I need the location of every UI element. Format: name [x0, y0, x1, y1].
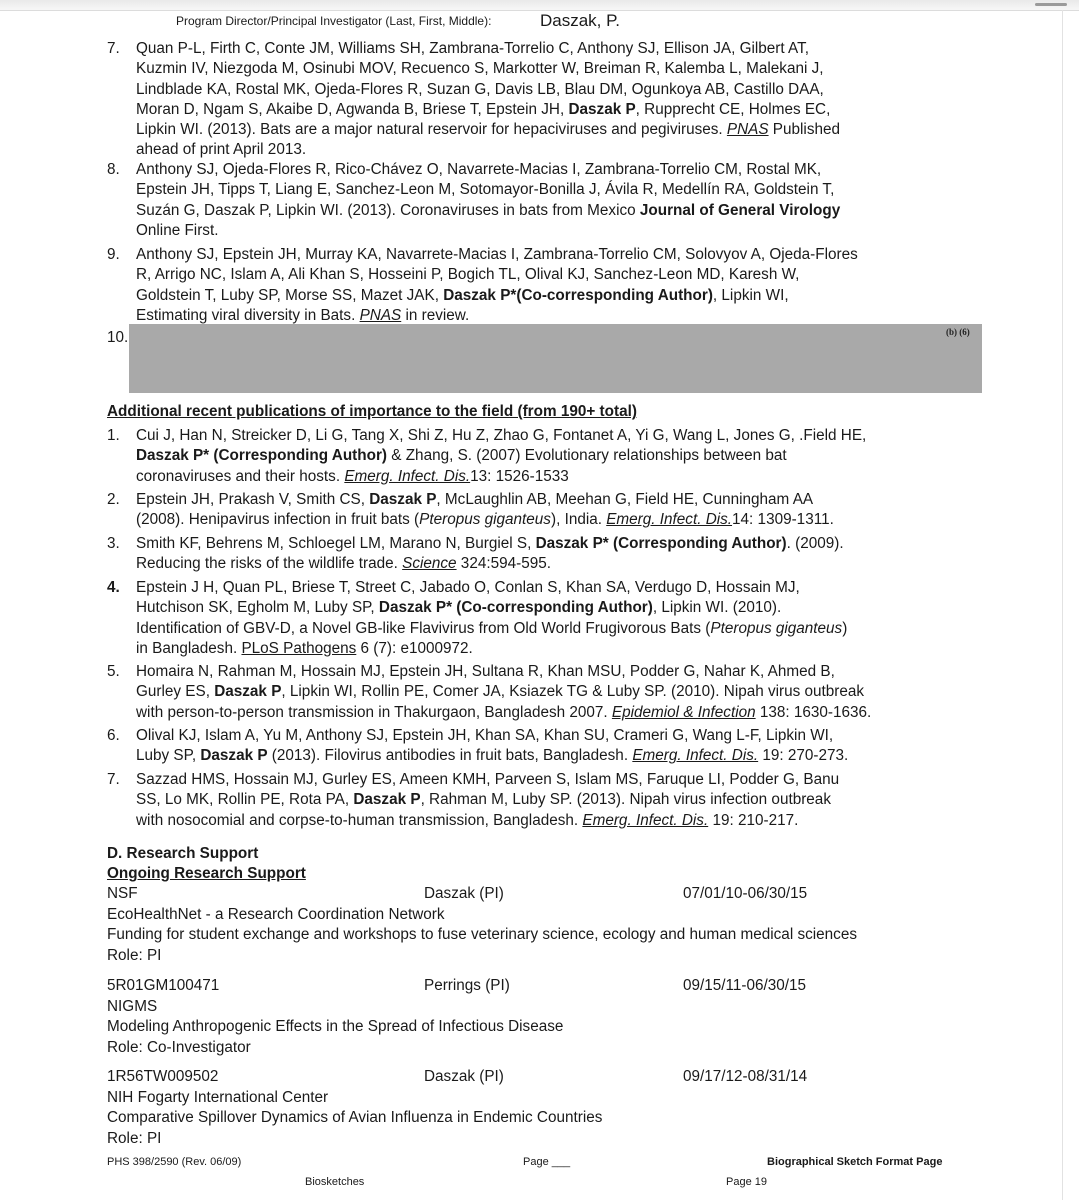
publication-entry — [107, 534, 977, 575]
pub-citation — [136, 426, 977, 487]
pub-citation — [136, 726, 977, 767]
citation-line — [136, 59, 977, 79]
citation-segment: 14: 1309-1311. — [732, 511, 834, 529]
publication-entry — [107, 245, 977, 326]
footer-section: Biosketches — [305, 1176, 365, 1188]
citation-segment: , Lipkin WI, — [712, 286, 789, 304]
citation-segment: 13: 1526-1533 — [470, 467, 569, 485]
citation-segment: Pteropus giganteus — [710, 619, 843, 637]
pub-number: 5. — [107, 663, 120, 680]
pub-number: 7. — [107, 771, 120, 788]
citation-segment: Daszak P — [214, 683, 282, 701]
grant-title: Comparative Spillover Dynamics of Avian Influenza in Endemic Countries — [107, 1109, 603, 1126]
grant-pi: Perrings (PI) — [424, 977, 510, 994]
grant-pi: Daszak (PI) — [424, 1068, 504, 1085]
publication-entry — [107, 770, 977, 831]
citation-segment: Daszak P — [200, 747, 268, 765]
citation-segment: 138: 1630-1636. — [755, 703, 872, 721]
citation-segment: coronaviruses and their hosts. — [136, 467, 345, 485]
redaction-box — [129, 324, 982, 393]
citation-segment: Epstein JH, Prakash V, Smith CS, — [136, 491, 370, 508]
citation-segment: Anthony SJ, Epstein JH, Murray KA, Navarrete-Macias I, Zambrana-Torrelio CM, Solovyov A, Ojeda-Flores — [136, 246, 858, 263]
citation-segment: Smith KF, Behrens M, Schloegel LM, Marano N, Burgiel S, — [136, 535, 536, 552]
citation-segment: Emerg. Infect. Dis. — [632, 747, 759, 765]
grant-role: Role: PI — [107, 946, 162, 964]
citation-line — [136, 811, 977, 831]
citation-segment: Olival KJ, Islam A, Yu M, Anthony SJ, Epstein JH, Khan SA, Khan SU, Crameri G, Wang L-F, Lipkin WI, — [136, 727, 834, 744]
citation-segment: Pteropus giganteus — [419, 511, 551, 529]
citation-segment: (2008). Henipavirus infection in fruit bats ( — [136, 511, 420, 529]
grant-role: Role: PI — [107, 1129, 162, 1147]
pub-citation — [136, 490, 977, 531]
citation-segment: Daszak P* (Corresponding Author) — [535, 535, 787, 552]
citation-line — [136, 265, 977, 285]
pub-citation — [136, 39, 977, 161]
footer-form: PHS 398/2590 (Rev. 06/09) — [107, 1156, 242, 1168]
citation-segment: , McLaughlin AB, Meehan G, Field HE, Cunningham AA — [436, 491, 814, 508]
citation-segment: Published — [768, 121, 840, 139]
citation-segment: Science — [402, 555, 457, 573]
citation-line — [136, 467, 977, 487]
citation-line — [136, 554, 977, 574]
pub-citation — [136, 770, 977, 831]
citation-segment: Daszak P* (Co-corresponding Author) — [378, 599, 653, 617]
citation-segment: . (2009). — [786, 535, 844, 552]
footer-page-number: Page 19 — [726, 1176, 767, 1188]
citation-segment: PLoS Pathogens — [241, 639, 357, 657]
pi-label: Program Director/Principal Investigator (Last, First, Middle): — [176, 14, 492, 28]
citation-segment: Daszak P*(Co-corresponding Author) — [443, 286, 713, 304]
citation-segment: Quan P-L, Firth C, Conte JM, Williams SH, Zambrana-Torrelio C, Anthony SJ, Ellison JA, Gilbert AT, — [136, 40, 809, 57]
citation-segment: Estimating viral diversity in Bats. — [136, 306, 360, 324]
pub-number: 6. — [107, 727, 120, 744]
citation-line — [136, 160, 977, 180]
citation-segment: Journal of General Virology — [639, 201, 841, 219]
grant-title: Modeling Anthropogenic Effects in the Spread of Infectious Disease — [107, 1018, 564, 1035]
citation-line — [136, 578, 977, 598]
citation-segment: Suzán G, Daszak P, Lipkin WI. (2013). Coronaviruses in bats from Mexico — [136, 201, 640, 219]
citation-line — [136, 100, 977, 120]
pub-number: 1. — [107, 427, 120, 444]
citation-segment: Emerg. Infect. Dis. — [606, 511, 733, 529]
citation-line — [136, 180, 977, 200]
citation-line — [136, 790, 977, 810]
citation-segment: Gurley ES, — [136, 683, 215, 701]
citation-segment: Sazzad HMS, Hossain MJ, Gurley ES, Ameen KMH, Parveen S, Islam MS, Faruque LI, Podder G, Banu — [136, 771, 840, 788]
citation-segment: Epstein J H, Quan PL, Briese T, Street C, Jabado O, Conlan S, Khan SA, Verdugo D, Hossain MJ, — [136, 579, 800, 596]
citation-segment: Emerg. Infect. Dis. — [344, 467, 471, 485]
citation-segment: Anthony SJ, Ojeda-Flores R, Rico-Chávez O, Navarrete-Macias I, Zambrana-Torrelio CM, Rostal MK, — [136, 161, 822, 178]
citation-line — [136, 490, 977, 510]
citation-segment: Goldstein T, Luby SP, Morse SS, Mazet JAK, — [136, 286, 444, 304]
publication-entry — [107, 426, 977, 487]
grant-title: Funding for student exchange and workshops to fuse veterinary science, ecology and human medical sciences — [107, 926, 857, 943]
pub-citation — [136, 160, 977, 241]
citation-line — [136, 770, 977, 790]
citation-line — [136, 39, 977, 59]
citation-line — [136, 662, 977, 682]
pub-number: 8. — [107, 161, 120, 178]
citation-segment: ) — [842, 619, 848, 637]
publication-entry — [107, 39, 977, 161]
footer-format: Biographical Sketch Format Page — [767, 1156, 943, 1168]
citation-segment: Epidemiol & Infection — [611, 703, 756, 721]
citation-line — [136, 510, 977, 530]
citation-segment: Online First. — [136, 221, 219, 239]
grant-role: Role: Co-Investigator — [107, 1038, 251, 1056]
grant-agency: NIGMS — [107, 997, 158, 1015]
publication-entry — [107, 662, 977, 723]
pub-number: 4. — [107, 579, 120, 596]
citation-segment: SS, Lo MK, Rollin PE, Rota PA, — [136, 791, 354, 809]
citation-segment: Daszak P — [568, 100, 636, 118]
citation-line — [136, 80, 977, 100]
grant-agency: EcoHealthNet - a Research Coordination Network — [107, 905, 445, 923]
ongoing-support-heading: Ongoing Research Support — [107, 865, 306, 882]
grant-pi: Daszak (PI) — [424, 885, 504, 902]
citation-segment: 324:594-595. — [456, 555, 551, 573]
citation-line — [136, 746, 977, 766]
additional-publications-heading: Additional recent publications of importance to the field (from 190+ total) — [107, 403, 637, 420]
citation-segment: 19: 270-273. — [758, 747, 849, 765]
citation-segment: , Rahman M, Luby SP. (2013). Nipah virus infection outbreak — [420, 791, 831, 809]
citation-segment: 19: 210-217. — [708, 811, 799, 829]
grant-id: NSF — [107, 885, 138, 902]
grant-dates: 09/17/12-08/31/14 — [683, 1068, 808, 1085]
citation-segment: Reducing the risks of the wildlife trade. — [136, 555, 403, 573]
citation-line — [136, 245, 977, 265]
publication-entry — [107, 490, 977, 531]
citation-segment: Lindblade KA, Rostal MK, Ojeda-Flores R, Suzan G, Davis LB, Blau DM, Ogunkoya AB, Castillo DAA, — [136, 80, 824, 98]
citation-segment: Hutchison SK, Egholm M, Luby SP, — [136, 599, 379, 617]
citation-segment: Kuzmin IV, Niezgoda M, Osinubi MOV, Recuenco S, Markotter W, Breiman R, Kalemba L, Malekani J, — [136, 60, 824, 78]
citation-segment: Identification of GBV-D, a Novel GB-like Flavivirus from Old World Frugivorous Bats ( — [136, 619, 711, 637]
citation-segment: Daszak P — [369, 491, 437, 508]
citation-segment: in Bangladesh. — [136, 639, 242, 657]
citation-segment: Lipkin WI. (2013). Bats are a major natural reservoir for hepaciviruses and pegiviruses. — [136, 121, 727, 139]
citation-segment: , Lipkin WI, Rollin PE, Comer JA, Ksiazek TG & Luby SP. (2010). Nipah virus outbreak — [281, 683, 865, 701]
citation-line — [136, 286, 977, 306]
publication-entry — [107, 726, 977, 767]
citation-segment: , Rupprecht CE, Holmes EC, — [635, 100, 831, 118]
pub-number: 7. — [107, 40, 120, 57]
citation-segment: Luby SP, — [136, 747, 201, 765]
citation-segment: Daszak P* (Corresponding Author) — [136, 447, 388, 465]
citation-line — [136, 598, 977, 618]
citation-line — [136, 726, 977, 746]
pub-number: 10. — [107, 329, 129, 346]
citation-segment: , Lipkin WI. (2010). — [652, 599, 782, 617]
citation-line — [136, 201, 977, 221]
citation-line — [136, 120, 977, 140]
grant-dates: 09/15/11-06/30/15 — [683, 977, 807, 994]
citation-line — [136, 426, 977, 446]
citation-line — [136, 703, 977, 723]
footer-page-label: Page ___ — [523, 1156, 571, 1168]
citation-segment: with nosocomial and corpse-to-human transmission, Bangladesh. — [136, 811, 583, 829]
pub-citation — [136, 534, 977, 575]
redaction-code: (b) (6) — [946, 327, 970, 337]
pub-number: 2. — [107, 491, 120, 508]
research-support-heading: D. Research Support — [107, 845, 259, 862]
citation-segment: in review. — [401, 306, 470, 324]
pi-name: Daszak, P. — [540, 11, 621, 30]
citation-line — [136, 221, 977, 241]
publication-entry — [107, 578, 977, 659]
citation-segment: PNAS — [726, 121, 769, 139]
citation-segment: (2013). Filovirus antibodies in fruit bats, Bangladesh. — [267, 747, 633, 765]
citation-segment: PNAS — [359, 306, 402, 324]
pub-citation — [136, 662, 977, 723]
citation-segment: & Zhang, S. (2007) Evolutionary relationships between bat — [387, 447, 787, 465]
grant-dates: 07/01/10-06/30/15 — [683, 885, 808, 902]
citation-segment: Moran D, Ngam S, Akaibe D, Agwanda B, Briese T, Epstein JH, — [136, 100, 569, 118]
citation-line — [136, 682, 977, 702]
grant-id: 5R01GM100471 — [107, 977, 220, 994]
citation-line — [136, 619, 977, 639]
grant-agency: NIH Fogarty International Center — [107, 1088, 329, 1106]
citation-segment: Cui J, Han N, Streicker D, Li G, Tang X, Shi Z, Hu Z, Zhao G, Fontanet A, Yi G, Wang L, Jones G, .Field HE, — [136, 427, 867, 444]
citation-line — [136, 446, 977, 466]
citation-line — [136, 639, 977, 659]
citation-line — [136, 140, 977, 160]
citation-segment: ), India. — [550, 511, 607, 529]
grant-id: 1R56TW009502 — [107, 1068, 219, 1085]
citation-segment: R, Arrigo NC, Islam A, Ali Khan S, Hosseini P, Bogich TL, Olival KJ, Sanchez-Leon MD, Karesh W, — [136, 266, 800, 284]
citation-segment: Emerg. Infect. Dis. — [582, 811, 709, 829]
citation-segment: 6 (7): e1000972. — [356, 639, 473, 657]
citation-segment: Epstein JH, Tipps T, Liang E, Sanchez-Leon M, Sotomayor-Bonilla J, Ávila R, Medellín RA, Goldstein T, — [136, 181, 835, 199]
pub-number: 9. — [107, 246, 120, 263]
citation-segment: Daszak P — [353, 791, 421, 809]
citation-segment: with person-to-person transmission in Thakurgaon, Bangladesh 2007. — [136, 703, 612, 721]
pub-citation — [136, 245, 977, 326]
citation-segment: ahead of print April 2013. — [136, 141, 307, 159]
citation-line — [136, 534, 977, 554]
pub-citation — [136, 578, 977, 659]
publication-entry — [107, 160, 977, 241]
citation-segment: Homaira N, Rahman M, Hossain MJ, Epstein JH, Sultana R, Khan MSU, Podder G, Nahar K, Ahmed B, — [136, 663, 835, 680]
pub-number: 3. — [107, 535, 120, 552]
